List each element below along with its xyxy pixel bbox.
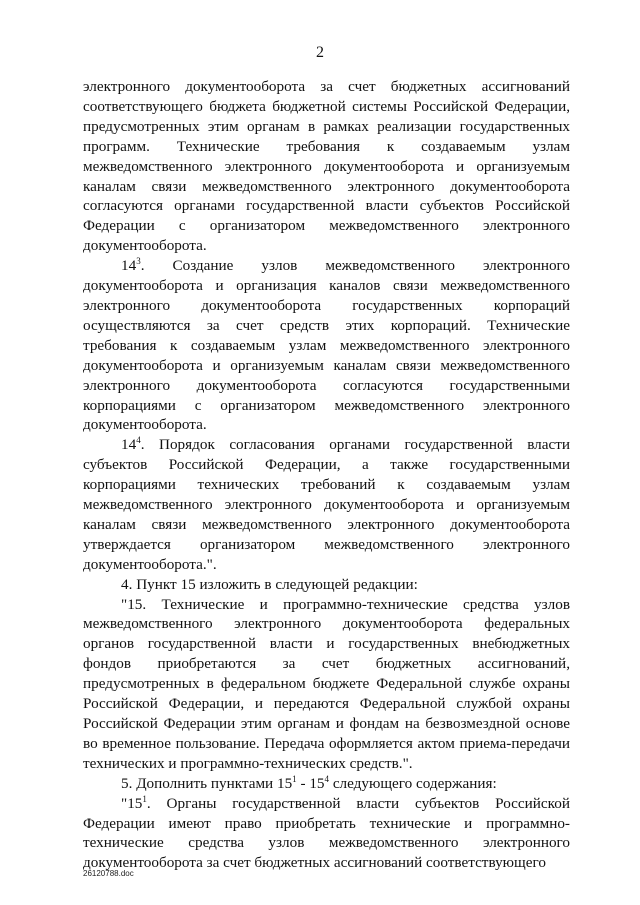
page-number: 2 (316, 44, 324, 61)
footer-filename: 26120788.doc (83, 869, 134, 878)
text-run: . Порядок согласования органами государственной власти субъектов Российской Федерации, а также государственными корпорациями технических требований к создаваемым узлам межведомственного электронного документооборота и организуемым каналам связи межведомственного электронного документооборота утверждается организатором межведомственного электронного документооборота.". (83, 436, 570, 573)
text-run: электронного документооборота за счет бюджетных ассигнований соответствующего бюджета бюджетной системы Российской Федерации, предусмотренных этим органам в рамках реализации государственных программ. Технические требования к создаваемым узлам межведомственного электронного документооборота и организуемым каналам связи межведомственного электронного документооборота согласуются органами государственной власти субъектов Российской Федерации с организатором межведомственного электронного документооборота. (83, 78, 570, 255)
superscript: 4 (136, 435, 141, 446)
paragraph (83, 435, 570, 574)
paragraph (83, 575, 570, 595)
paragraph (83, 595, 570, 774)
text-run: . Органы государственной власти субъектов Российской Федерации имеют право приобретать технические и программно-технические средства узлов межведомственного электронного документооборота за счет бюджетных ассигнований соответствующего (83, 794, 570, 872)
text-run: 4. Пункт 15 изложить в следующей редакции: (121, 575, 418, 593)
document-body (83, 77, 570, 873)
superscript: 1 (292, 773, 297, 784)
paragraph (83, 256, 570, 435)
text-run: . Создание узлов межведомственного электронного документооборота и организация каналов связи межведомственного электронного документооборота государственных корпораций осуществляются за счет средств этих корпораций. Технические требования к создаваемым узлам межведомственного электронного документооборота и организуемым каналам связи межведомственного электронного документооборота согласуются государственными корпорациями с организатором межведомственного электронного документооборота. (83, 257, 570, 434)
superscript: 3 (136, 256, 141, 267)
text-run: 14 (121, 436, 137, 454)
text-run: 5. Дополнить пунктами 15 (121, 774, 293, 792)
paragraph (83, 774, 570, 794)
text-run: следующего содержания: (329, 774, 497, 792)
text-run: - 15 (296, 774, 325, 792)
superscript: 1 (142, 793, 147, 804)
paragraph (83, 794, 570, 874)
paragraph (83, 77, 570, 256)
text-run: "15 (121, 794, 143, 812)
text-run: 14 (121, 257, 137, 275)
text-run: "15. Технические и программно-технические средства узлов межведомственного электронного документооборота федеральных органов государственной власти и государственных внебюджетных фондов приобретаются за счет бюджетных ассигнований, предусмотренных в федеральном бюджете Федеральной службе охраны Российской Федерации, и передаются Федеральной службой охраны Российской Федерации этим органам и фондам на безвозмездной основе во временное пользование. Передача оформляется актом приема-передачи технических и программно-технических средств.". (83, 595, 570, 772)
superscript: 4 (324, 773, 330, 784)
